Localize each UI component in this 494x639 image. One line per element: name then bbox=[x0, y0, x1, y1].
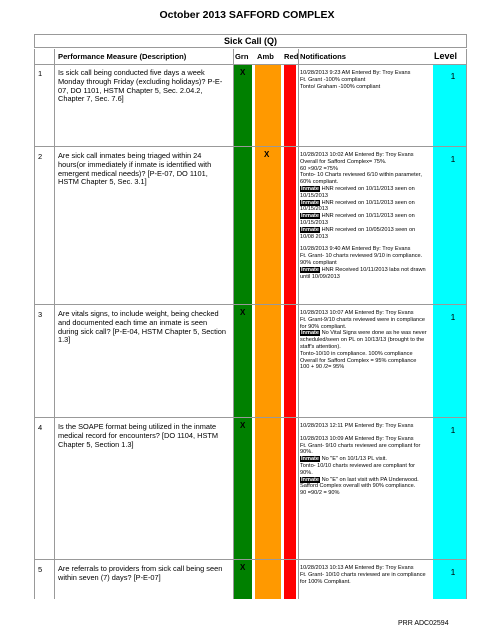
note-line: 10/28/2013 10:09 AM Entered By: Troy Evans bbox=[300, 435, 414, 442]
redacted-label: Inmate bbox=[301, 330, 320, 337]
row-number: 5 bbox=[38, 565, 43, 574]
note-line: 10/28/2013 10:02 AM Entered By: Troy Evans bbox=[300, 152, 414, 158]
row-number: 3 bbox=[38, 310, 43, 319]
divider bbox=[34, 49, 35, 599]
green-column bbox=[234, 64, 252, 599]
note-line: Tonto- 10/10 charts reviewed are compliant for 90%. bbox=[300, 462, 416, 476]
note-line: 60 ×90/2 =75% bbox=[300, 165, 338, 172]
red-header: Red bbox=[284, 52, 299, 61]
divider bbox=[34, 146, 467, 147]
redacted-label: Inmate bbox=[301, 226, 320, 233]
compliance-mark: X bbox=[240, 421, 246, 430]
compliance-mark: X bbox=[264, 150, 270, 159]
level-header: Level bbox=[434, 51, 458, 61]
divider bbox=[34, 304, 467, 305]
note-line: Inmate HNR received on 10/11/2013 seen on 10/15/2013 bbox=[300, 185, 415, 199]
divider bbox=[34, 417, 467, 418]
compliance-mark: X bbox=[240, 68, 246, 77]
level-value: 1 bbox=[450, 71, 456, 81]
report-table bbox=[34, 34, 467, 599]
redacted-label: Inmate bbox=[301, 213, 320, 220]
note-line: Inmate No "E" on last visit with PA Underwood. bbox=[301, 476, 419, 483]
divider bbox=[34, 559, 467, 560]
note-line: 10/28/2013 10:07 AM Entered By: Troy Evans bbox=[300, 310, 414, 316]
note-line: 10/28/2013 10:13 AM Entered By: Troy Evans bbox=[300, 565, 414, 571]
measure-header: Performance Measure (Description) bbox=[58, 52, 187, 61]
note-line: 10/28/2013 12:11 PM Entered By: Troy Evans bbox=[300, 423, 414, 429]
level-value: 1 bbox=[450, 312, 456, 322]
note-line: Inmate No "E" on 10/1/13 PL visit. bbox=[301, 456, 387, 463]
notifications-cell bbox=[300, 70, 428, 90]
note-line: Ft. Grant- 10/10 charts reviewed are in compliance for 100% Compliant. bbox=[300, 571, 426, 585]
redacted-label: Inmate bbox=[301, 185, 320, 192]
note-line: Inmate HNR received on 10/11/2013 seen on 10/15/2013 bbox=[300, 213, 415, 226]
divider bbox=[233, 49, 234, 599]
note-line: Tonto-10/10 in compliance. 100% compliance bbox=[300, 350, 413, 357]
row-number: 1 bbox=[38, 69, 43, 78]
measure-text: Is sick call being conducted five days a week Monday through Friday (excluding holidays)? P-E-07, DO 1101, HSTM Chapter 5, Sec. 2.04.2, Chapter 7, Sec. 7.6] bbox=[58, 68, 223, 104]
note-line: Ft. Grant- 9/10 charts reviewed are compliant for 90%. bbox=[300, 442, 421, 456]
level-value: 1 bbox=[450, 154, 456, 164]
note-line: Ft. Grant -100% compliant bbox=[300, 76, 366, 83]
note-line: Overall for Safford Complex= 75%. bbox=[300, 158, 387, 165]
measure-text: Is the SOAPE format being utilized in the inmate medical record for encounters? [DO 1104, HSTM Chapter 5, Section 1.3] bbox=[58, 422, 219, 449]
measure-text: Are vitals signs, to include weight, being checked and documented each time an inmate is seen during sick call? [P-E-04, HSTM Chapter 5, Section 1.3] bbox=[58, 309, 226, 345]
note-line: Overall for Safford Complex = 95% compliance bbox=[300, 357, 417, 364]
note-line: Ft. Grant- 10 charts reviewed 9/10 in compliance. 90% compliant bbox=[300, 253, 423, 266]
row-number: 2 bbox=[38, 152, 43, 161]
row-number: 4 bbox=[38, 423, 43, 432]
notifications-header: Notifications bbox=[300, 52, 346, 61]
note-line: 10/28/2013 9:23 AM Entered By: Troy Evans bbox=[300, 70, 411, 76]
note-line: Tonto/ Graham -100% compliant bbox=[300, 83, 381, 90]
note-line: Tonto- 10 Charts reviewed 6/10 within parameter, 60% compliant. bbox=[300, 172, 422, 186]
red-column bbox=[284, 64, 296, 599]
page-title: October 2013 SAFFORD COMPLEX bbox=[159, 9, 335, 21]
redacted-label: Inmate bbox=[301, 456, 320, 463]
redacted-label: Inmate bbox=[301, 476, 320, 483]
grn-header: Grn bbox=[235, 52, 249, 61]
divider bbox=[54, 49, 55, 599]
measure-text: Are sick call inmates being triaged within 24 hours(or immediately if inmate is identified with emergent medical needs)? [P-E-07, DO 1101, HSTM Chapter 5, Sec. 3.1] bbox=[58, 151, 212, 187]
notifications-cell bbox=[300, 565, 428, 585]
note-line: Inmate HNR Received 10/11/2013 labs not drawn until 10/09/2013 bbox=[300, 266, 426, 280]
notifications-cell bbox=[300, 423, 428, 497]
measure-text: Are referrals to providers from sick call being seen within seven (7) days? [P-E-07] bbox=[58, 564, 223, 582]
note-line: Inmate No Vital Signs were done as he was never scheduled/seen on PL on 10/13/13 (brought to the staff's attention). bbox=[300, 330, 427, 350]
note-line: Ft. Grant-9/10 charts reviewed were in compliance for 90% compliant. bbox=[300, 316, 425, 330]
notifications-cell bbox=[300, 310, 428, 371]
divider bbox=[466, 49, 467, 599]
note-line: 10/28/2013 9:40 AM Entered By: Troy Evans bbox=[300, 246, 411, 253]
divider bbox=[34, 64, 467, 65]
compliance-mark: X bbox=[240, 308, 246, 317]
level-column bbox=[433, 64, 467, 599]
notifications-cell bbox=[300, 152, 428, 280]
divider bbox=[298, 49, 299, 599]
redacted-label: Inmate bbox=[301, 199, 320, 206]
compliance-mark: X bbox=[240, 563, 246, 572]
note-line: 90 =90/2 = 90% bbox=[300, 490, 340, 497]
amber-column bbox=[255, 64, 281, 599]
note-line: Safford Complex overall with 90% compliance. bbox=[300, 483, 416, 490]
note-line: Inmate HNR received on 10/11/2013 seen on 10/15/2013 bbox=[300, 199, 415, 213]
document-id: PRR ADC02594 bbox=[398, 620, 449, 627]
redacted-label: Inmate bbox=[301, 266, 320, 273]
note-line: Inmate HNR received on 10/05/2013 seen on 10/08 2013 bbox=[300, 226, 416, 240]
level-value: 1 bbox=[450, 567, 456, 577]
note-line: 100 + 90 /2= 95% bbox=[300, 364, 345, 371]
level-value: 1 bbox=[450, 425, 456, 435]
amb-header: Amb bbox=[257, 52, 274, 61]
section-header: Sick Call (Q) bbox=[34, 34, 467, 48]
